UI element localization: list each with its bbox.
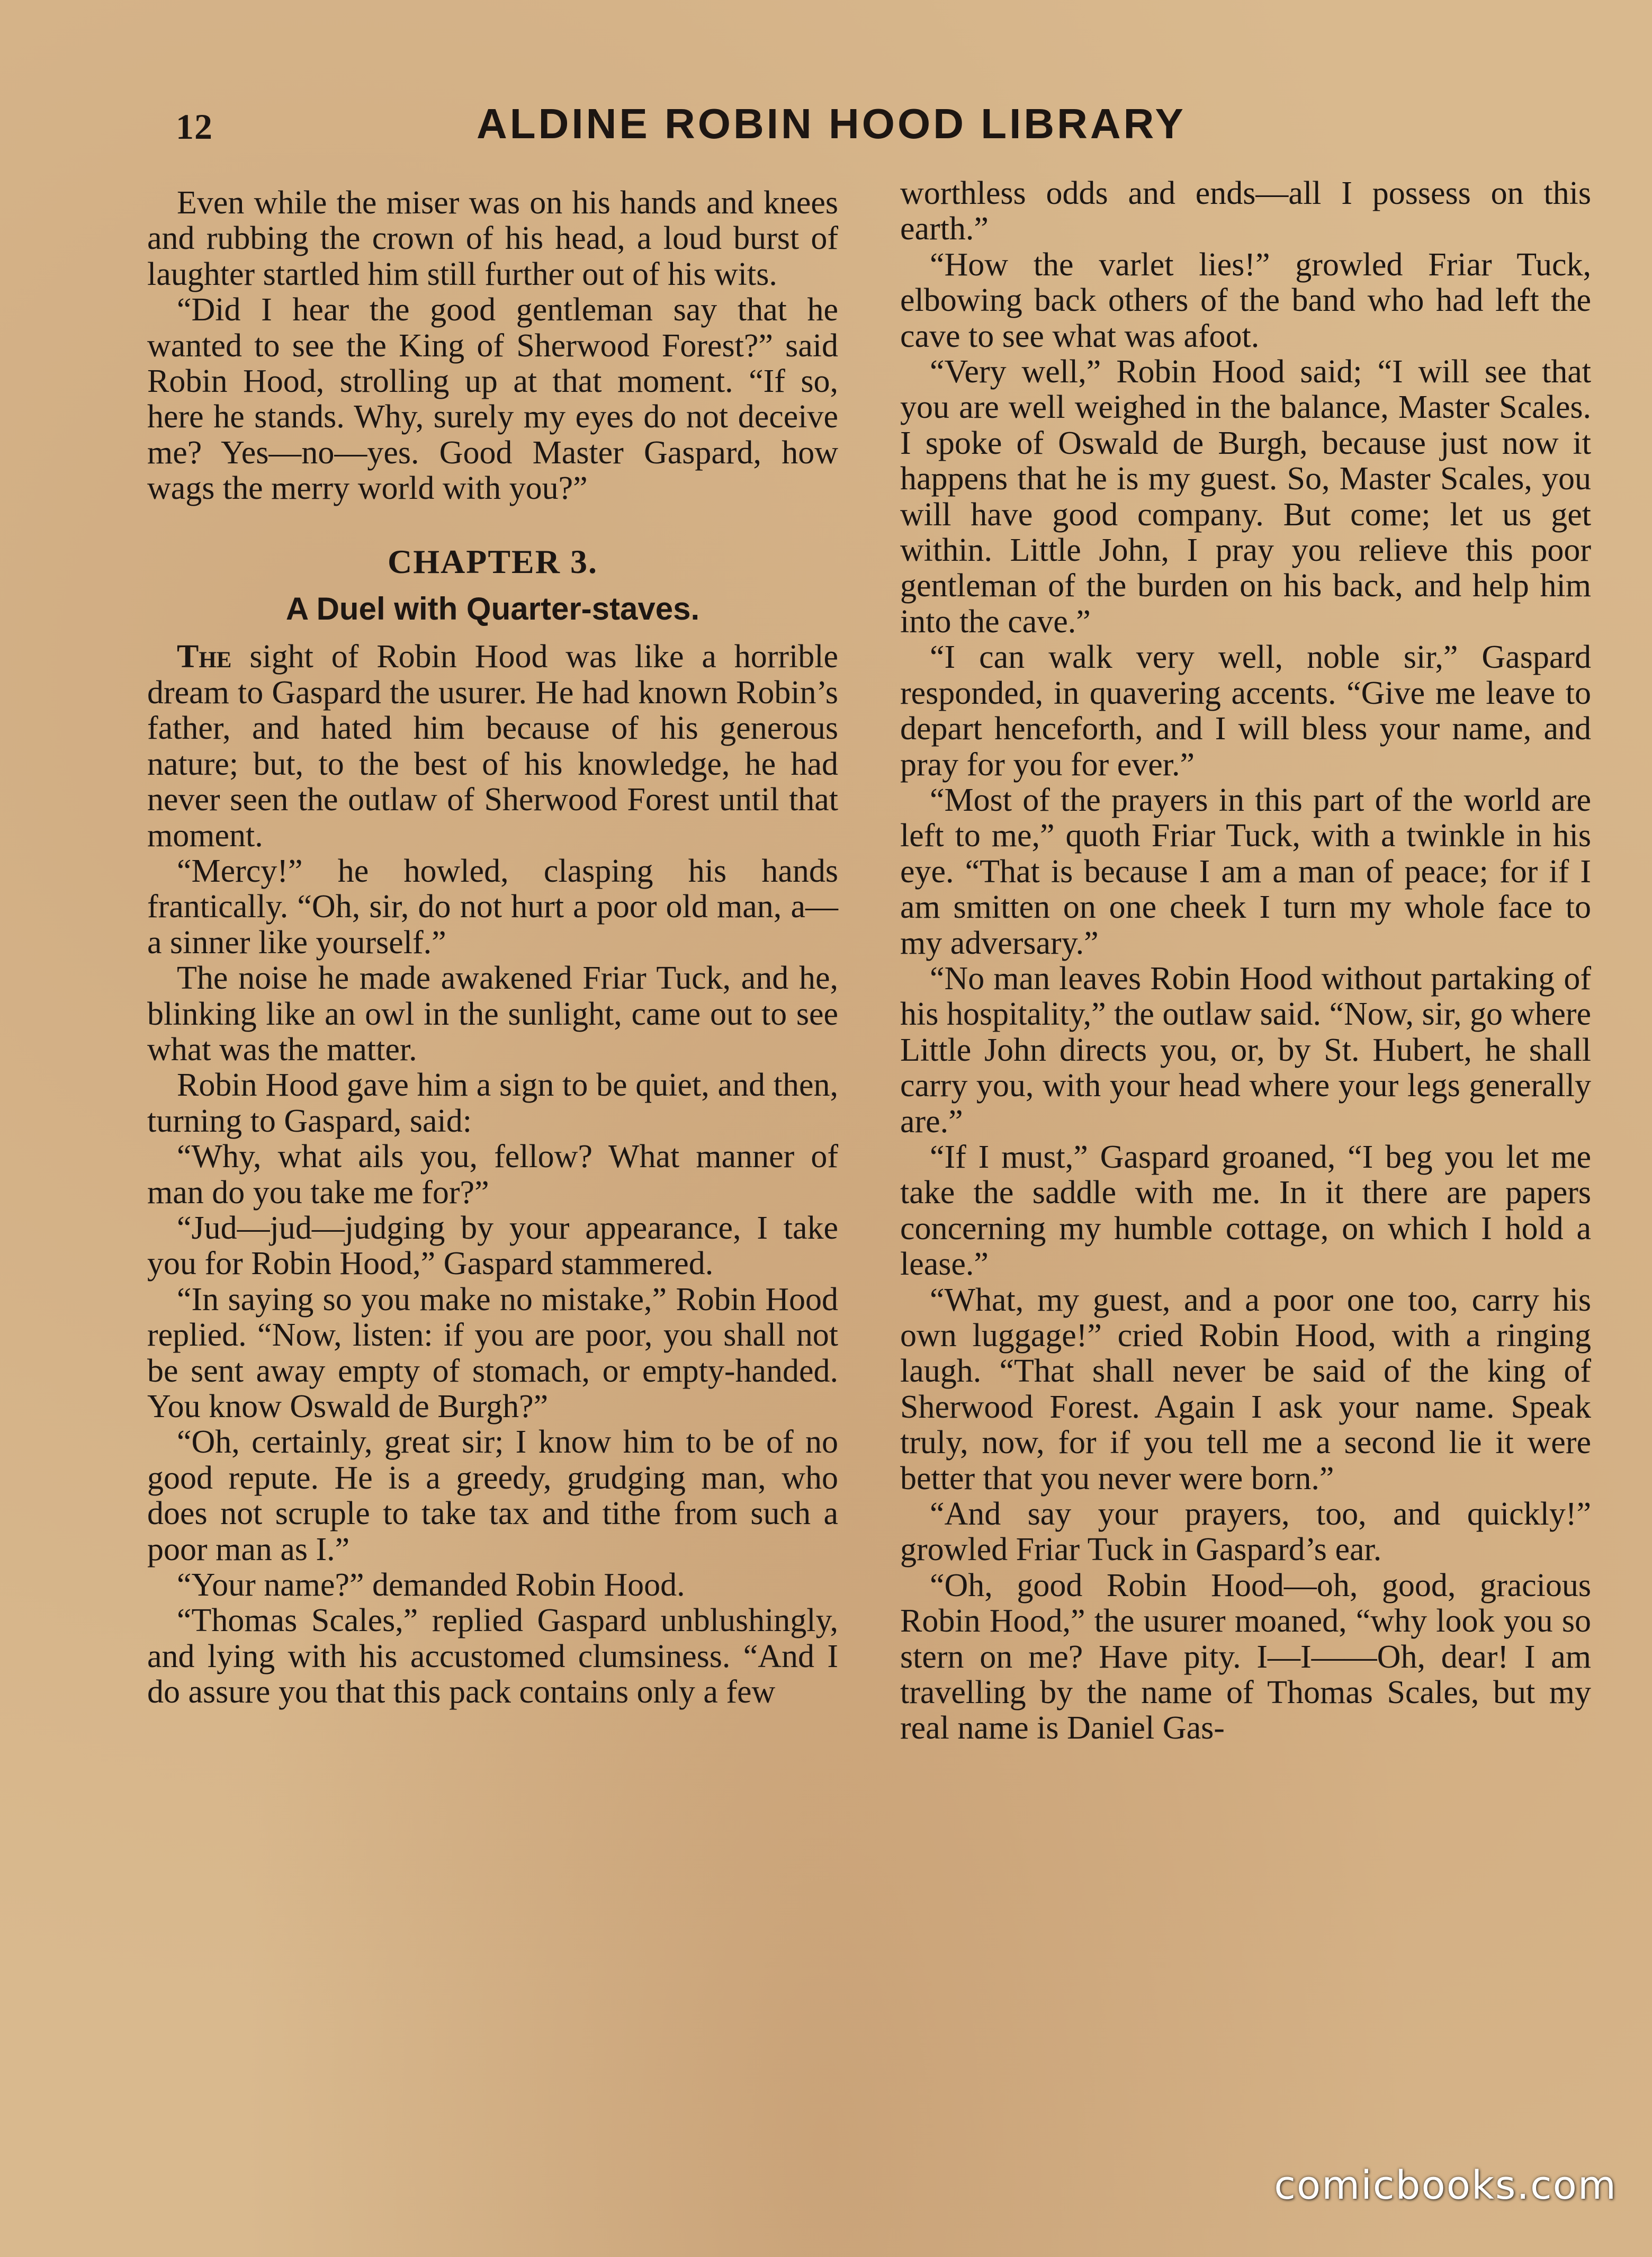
paragraph: “Why, what ails you, fellow? What manner of man do you take me for?” — [147, 1139, 838, 1211]
paragraph: “Oh, certainly, great sir; I know him to be of no good repute. He is a greedy, grudging man, who does not scruple to take tax and tithe from such a poor man as I.” — [147, 1424, 838, 1568]
continued-paragraph: worthless odds and ends—all I possess on this earth.” — [900, 175, 1591, 247]
paragraph: The noise he made awakened Friar Tuck, and he, blinking like an owl in the sunlight, came out to see what was the matter. — [147, 960, 838, 1068]
chapter-opening-paragraph — [147, 639, 838, 853]
right-column — [900, 176, 1591, 1747]
paragraph: “In saying so you make no mistake,” Robin Hood replied. “Now, listen: if you are poor, you shall not be sent away empty of stomach, or empty-handed. You know Oswald de Burgh?” — [147, 1281, 838, 1425]
watermark: comicbooks.com — [1274, 2163, 1617, 2208]
paragraph: Even while the miser was on his hands and knees and rubbing the crown of his head, a loud burst of laughter startled him still further out of his wits. — [147, 185, 838, 292]
paragraph: “Oh, good Robin Hood—oh, good, gracious Robin Hood,” the usurer moaned, “why look you so stern on me? Have pity. I—I——Oh, dear! I am travelling by the name of Thomas Scales, but my real name is Daniel Gas- — [900, 1567, 1591, 1747]
paragraph: “Mercy!” he howled, clasping his hands frantically. “Oh, sir, do not hurt a poor old man, a—a sinner like yourself.” — [147, 853, 838, 961]
chapter-subtitle: A Duel with Quarter-staves. — [285, 591, 700, 627]
chapter-heading: CHAPTER 3. — [388, 542, 598, 580]
running-title: ALDINE ROBIN HOOD LIBRARY — [477, 100, 1186, 147]
opening-word: The — [177, 639, 232, 675]
paragraph: “What, my guest, and a poor one too, carry his own luggage!” cried Robin Hood, with a ringing laugh. “That shall never be said of the king of Sherwood Forest. Again I ask your name. Speak truly, now, for if you tell me a second lie it were better that you never were born.” — [900, 1282, 1591, 1497]
paragraph: “Jud—jud—judging by your appearance, I take you for Robin Hood,” Gaspard stammered. — [147, 1210, 838, 1282]
paragraph: “Thomas Scales,” replied Gaspard unblushingly, and lying with his accustomed clumsiness. “And I do assure you that this pack contains only a few — [147, 1602, 838, 1710]
paragraph: “And say your prayers, too, and quickly!” growled Friar Tuck in Gaspard’s ear. — [900, 1496, 1591, 1568]
paragraph: “I can walk very well, noble sir,” Gaspard responded, in quavering accents. “Give me leave to depart henceforth, and I will bless your name, and pray for you for ever.” — [900, 639, 1591, 783]
paragraph: “Did I hear the good gentleman say that he wanted to see the King of Sherwood Forest?” said Robin Hood, strolling up at that moment. “If so, here he stands. Why, surely my eyes do not deceive me? Yes—no—yes. Good Master Gaspard, how wags the merry world with you?” — [147, 292, 838, 507]
opening-paragraph-text: sight of Robin Hood was like a horrible dream to Gaspard the usurer. He had known Robin’s father, and hated him because of his generous nature; but, to the best of his knowledge, he had never seen the outlaw of Sherwood Forest until that moment. — [147, 639, 838, 854]
paragraph: “How the varlet lies!” growled Friar Tuck, elbowing back others of the band who had left the cave to see what was afoot. — [900, 246, 1591, 354]
paragraph: Robin Hood gave him a sign to be quiet, and then, turning to Gaspard, said: — [147, 1067, 838, 1139]
paragraph: “Very well,” Robin Hood said; “I will see that you are well weighed in the balance, Master Scales. I spoke of Oswald de Burgh, because just now it happens that he is my guest. So, Master Scales, you will have good company. But come; let us get within. Little John, I pray you relieve this poor gentleman of the burden on his back, and help him into the cave.” — [900, 354, 1591, 640]
left-column — [147, 185, 838, 1710]
paragraph: “Most of the prayers in this part of the world are left to me,” quoth Friar Tuck, with a twinkle in his eye. “That is because I am a man of peace; for if I am smitten on one cheek I turn my whole face to my adversary.” — [900, 782, 1591, 961]
paragraph: “Your name?” demanded Robin Hood. — [177, 1567, 685, 1604]
page-number: 12 — [176, 106, 213, 147]
paragraph: “If I must,” Gaspard groaned, “I beg you let me take the saddle with me. In it there are papers concerning my humble cottage, on which I hold a lease.” — [900, 1139, 1591, 1283]
paragraph: “No man leaves Robin Hood without partaking of his hospitality,” the outlaw said. “Now, sir, go where Little John directs you, or, by St. Hubert, he shall carry you, with your head where your legs generally are.” — [900, 960, 1591, 1140]
